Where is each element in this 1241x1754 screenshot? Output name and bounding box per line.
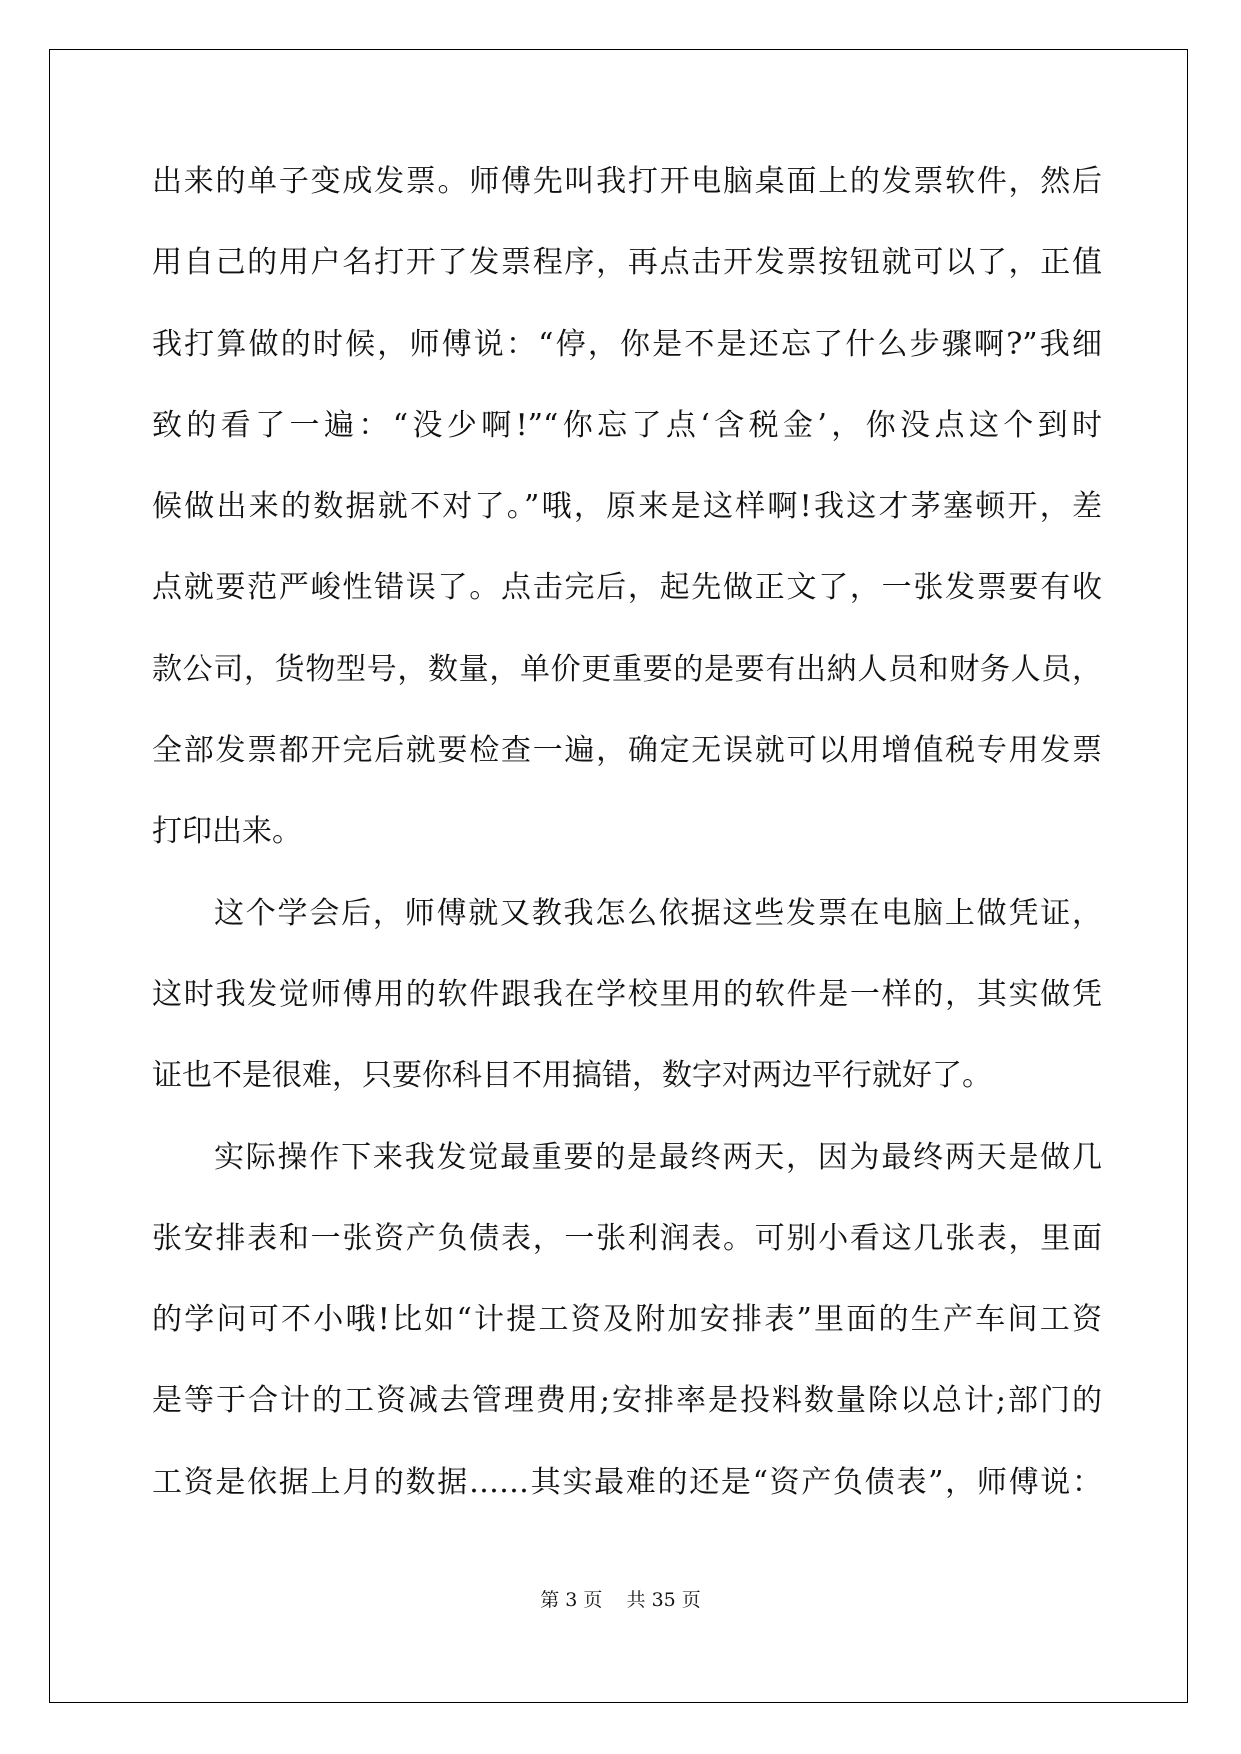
paragraph-line: 致的看了一遍：“没少啊!”“你忘了点‘含税金’，你没点这个到时 [152, 407, 1102, 443]
paragraph-line: 我打算做的时候，师傅说：“停，你是不是还忘了什么步骤啊?”我细 [152, 326, 1102, 362]
page-number-footer [0, 1585, 1241, 1612]
paragraph-line: 这个学会后，师傅就又教我怎么依据这些发票在电脑上做凭证， [214, 895, 1102, 931]
paragraph-line: 是等于合计的工资减去管理费用;安排率是投料数量除以总计;部门的 [152, 1383, 1102, 1419]
paragraph-line: 款公司，货物型号，数量，单价更重要的是要有出納人员和财务人员， [152, 651, 1102, 687]
paragraph-line: 这时我发觉师傅用的软件跟我在学校里用的软件是一样的，其实做凭 [152, 976, 1102, 1012]
page-number-label: 第 3 页 共 35 页 [540, 1589, 701, 1611]
paragraph-line: 实际操作下来我发觉最重要的是最终两天，因为最终两天是做几 [214, 1139, 1102, 1175]
paragraph-line: 证也不是很难，只要你科目不用搞错，数字对两边平行就好了。 [152, 1058, 992, 1094]
paragraph-line: 出来的单子变成发票。师傅先叫我打开电脑桌面上的发票软件，然后 [152, 164, 1102, 199]
document-body [152, 162, 1102, 1544]
paragraph-line: 的学问可不小哦!比如“计提工资及附加安排表”里面的生产车间工资 [152, 1302, 1102, 1338]
paragraph-line: 用自己的用户名打开了发票程序，再点击开发票按钮就可以了，正值 [152, 245, 1102, 281]
paragraph-line: 全部发票都开完后就要检查一遍，确定无误就可以用增值税专用发票 [152, 733, 1102, 769]
paragraph-line: 工资是依据上月的数据……其实最难的还是“资产负债表”，师傅说： [152, 1464, 1102, 1500]
paragraph-line: 张安排表和一张资产负债表，一张利润表。可别小看这几张表，里面 [152, 1220, 1102, 1256]
paragraph-line: 候做出来的数据就不对了。”哦，原来是这样啊!我这才茅塞顿开，差 [152, 489, 1102, 525]
paragraph-line: 点就要范严峻性错误了。点击完后，起先做正文了，一张发票要有收 [152, 570, 1102, 606]
paragraph-line: 打印出来。 [152, 814, 302, 850]
